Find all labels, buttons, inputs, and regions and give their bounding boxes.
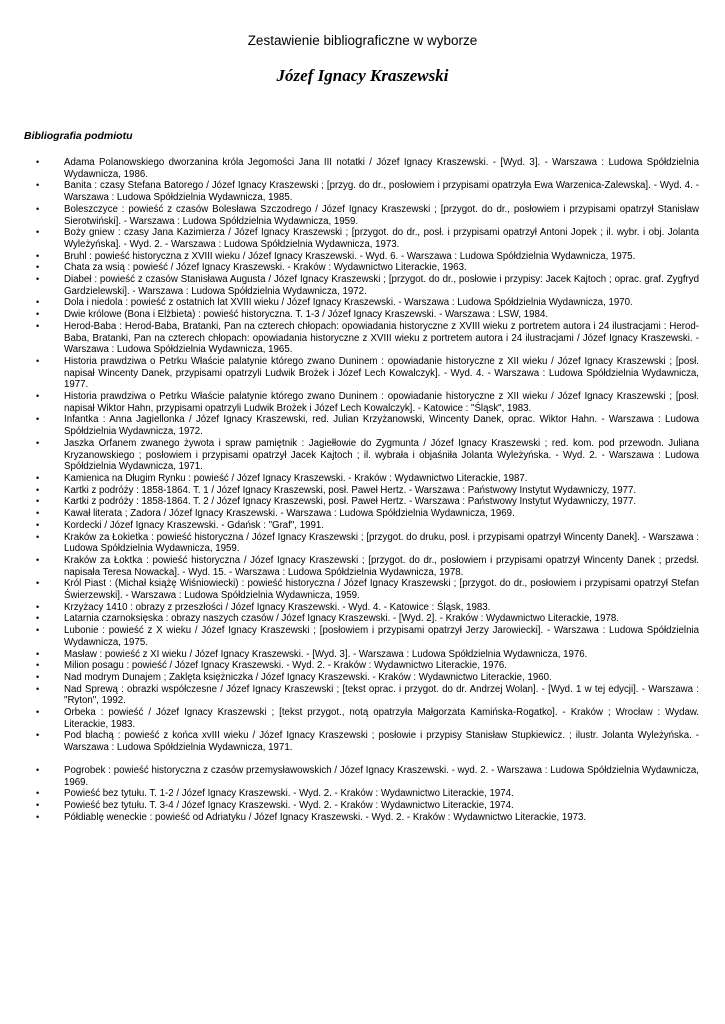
bullet-icon: •: [36, 683, 40, 694]
entry-text: Król Piast : (Michał książę Wiśniowiecki) : powieść historyczna / Józef Ignacy Kraszewski ; [przygot. do dr., posłowiem i przypisami opatrzył Stefan Świerzewski]. - Warszawa : Ludowa Spółdzielnia Wydawnicza, 1959.: [64, 578, 699, 602]
bibliography-entry: [36, 297, 699, 309]
entry-text: Powieść bez tytułu. T. 3-4 / Józef Ignacy Kraszewski. - Wyd. 2. - Kraków : Wydawnictwo Literackie, 1974.: [64, 799, 514, 811]
bibliography-entry: [36, 262, 699, 274]
entry-text: Kartki z podróży : 1858-1864. T. 2 / Józef Ignacy Kraszewski, posł. Paweł Hertz. - Warszawa : Państwowy Instytut Wydawniczy, 1977.: [64, 496, 637, 508]
entry-text: Diabeł : powieść z czasów Stanisława Augusta / Józef Ignacy Kraszewski ; [przygot. do dr., posłowie i przypisy: Jacek Kajtoch ; oprac. graf. Zygfryd Gardzielewski]. - Warszawa : Ludowa Spółdzielnia Wydawnicza, 1972.: [64, 274, 699, 297]
entry-text: Masław : powieść z XI wieku / Józef Ignacy Kraszewski. - [Wyd. 3]. - Warszawa : Ludowa Spółdzielnia Wydawnicza, 1976.: [64, 648, 588, 660]
bibliography-entry: [36, 274, 699, 297]
author-name: Józef Ignacy Kraszewski: [276, 66, 449, 85]
bullet-icon: •: [36, 799, 40, 810]
entry-text: Kraków za Łoktka : powieść historyczna / Józef Ignacy Kraszewski ; [przygot. do dr., posłowiem i przypisami opatrzył Wincenty Danek ; przedsł. napisała Teresa Nowacka]. - Wyd. 15. - Warszawa : Ludowa Spółdzielnia Wydawnicza, 1978.: [64, 554, 699, 578]
entry-text: Kraków za Łokietka : powieść historyczna / Józef Ignacy Kraszewski ; [przygot. do druku, posł. i przypisami opatrzył Wincenty Danek]. - Warszawa : Ludowa Spółdzielnia Wydawnicza, 1959.: [64, 531, 699, 555]
entry-text: Historia prawdziwa o Petrku Właście palatynie którego zwano Duninem : opowiadanie historyczne z XII wieku / Józef Ignacy Kraszewski ; [posł. napisał Wiktor Hahn, przypisami opatrzyli Ludwik Brożek i Józef Lech Kowalczyk]. - Katowice : "Śląsk", 1983.: [64, 391, 699, 414]
bibliography-entry: [36, 683, 699, 707]
entry-text: Chata za wsią : powieść / Józef Ignacy Kraszewski. - Kraków : Wydawnictwo Literackie, 1963.: [64, 262, 467, 274]
entry-text: Lubonie : powieść z X wieku / Józef Ignacy Kraszewski ; [posłowiem i przypisami opatrzył Jerzy Jarowiecki]. - Warszawa : Ludowa Spółdzielnia Wydawnicza, 1975.: [64, 625, 699, 648]
entry-text: Kamienica na Długim Rynku : powieść / Józef Ignacy Kraszewski. - Kraków : Wydawnictwo Literackie, 1987.: [64, 472, 528, 484]
bibliography-entry: [36, 764, 699, 788]
bibliography-entry: [36, 309, 699, 321]
bibliography-entry: [36, 811, 699, 824]
entry-text: Banita : czasy Stefana Batorego / Józef Ignacy Kraszewski ; [przyg. do dr., posłowiem i przypisami opatrzyła Ewa Warzenica-Zalewska]. - Wyd. 4. - Warszawa : Ludowa Spółdzielnia Wydawnicza, 1985.: [64, 180, 699, 204]
bullet-icon: •: [36, 203, 40, 214]
bibliography-entry: [36, 625, 699, 648]
bullet-icon: •: [36, 578, 40, 589]
bibliography-entry: [36, 414, 699, 438]
bullet-icon: •: [36, 554, 40, 565]
entry-text: Historia prawdziwa o Petrku Właście palatynie którego zwano Duninem : opowiadanie historyczne z XII wieku / Józef Ignacy Kraszewski ; [posł. napisał Wincenty Danek, przypisami opatrzyli Ludwik Brożek i Józef Lech Kowalczyk]. - Wyd. 4. - Warszawa : Ludowa Spółdzielnia Wydawnicza, 1977.: [64, 355, 699, 391]
entry-text: Nad Sprewą : obrazki współczesne / Józef Ignacy Kraszewski ; [tekst oprac. i przygot. do dr. Andrzej Wolan]. - [Wyd. 1 w tej edycji]. - Warszawa : "Ryton", 1992.: [64, 683, 699, 707]
bibliography-entry: [36, 484, 699, 497]
bullet-icon: •: [36, 180, 40, 191]
bullet-icon: •: [36, 613, 40, 624]
entry-text: Bruhl : powieść historyczna z XVIII wieku / Józef Ignacy Kraszewski. - Wyd. 6. - Warszawa : Ludowa Spółdzielnia Wydawnicza, 1975.: [64, 250, 636, 262]
bullet-icon: •: [36, 250, 40, 261]
bullet-icon: •: [36, 355, 40, 366]
bibliography-entry: [36, 671, 699, 684]
entry-text: Adama Polanowskiego dworzanina króla Jegomości Jana III notatki / Józef Ignacy Kraszewski. - [Wyd. 3]. - Warszawa : Ludowa Spółdzielnia Wydawnicza, 1986.: [64, 157, 699, 180]
bibliography-entry: [36, 180, 699, 204]
entry-text: Milion posagu : powieść / Józef Ignacy Kraszewski. - Wyd. 2. - Kraków : Wydawnictwo Literackie, 1976.: [64, 660, 507, 672]
entry-text: Półdiablę weneckie : powieść od Adriatyku / Józef Ignacy Kraszewski. - Wyd. 2. - Kraków : Wydawnictwo Literackie, 1973.: [64, 811, 587, 823]
entry-text: Infantka : Anna Jagiellonka / Józef Ignacy Kraszewski, red. Julian Krzyżanowski, Wincenty Danek, oprac. Wiktor Hahn. - Warszawa : Ludowa Spółdzielnia Wydawnicza, 1972.: [64, 414, 699, 438]
bullet-icon: •: [36, 648, 40, 659]
entry-text: Powieść bez tytułu. T. 1-2 / Józef Ignacy Kraszewski. - Wyd. 2. - Kraków : Wydawnictwo Literackie, 1974.: [64, 788, 514, 800]
bibliography-entry: [36, 648, 699, 661]
bibliography-entry: [36, 472, 699, 485]
collection-title: Zestawienie bibliograficzne w wyborze: [247, 33, 478, 48]
entry-text: Kawał literata ; Zadora / Józef Ignacy Kraszewski. - Warszawa : Ludowa Spółdzielnia Wydawnicza, 1969.: [64, 508, 515, 520]
bibliography-entry: [36, 203, 699, 227]
bibliography-entry: [36, 730, 699, 754]
bullet-icon: •: [36, 625, 40, 636]
entry-text: Nad modrym Dunajem ; Zaklęta księżniczka / Józef Ignacy Kraszewski. - Kraków : Wydawnictwo Literackie, 1960.: [64, 671, 552, 683]
bullet-icon: •: [36, 811, 40, 822]
bibliography-entry: [36, 320, 699, 356]
bullet-icon: •: [36, 730, 40, 741]
bibliography-entry: [36, 554, 699, 578]
bibliography-entry: [36, 578, 699, 602]
bullet-icon: •: [36, 391, 40, 402]
entry-text: Jaszka Orfanem zwanego żywota i spraw pamiętnik : Jagiełłowie do Zygmunta / Józef Ignacy Kraszewski ; red. kom. pod przewodn. Juliana Kryzanowskiego ; posłowiem i przypisami opatrzył Jacek Kajtoch ; il. wybrała i objaśniła Jolanta Wyleżyńska. - Wyd. 2. - Warszawa : Ludowa Spółdzielnia Wydawnicza, 1971.: [64, 437, 699, 473]
bullet-icon: •: [36, 764, 40, 775]
entry-text: Herod-Baba : Herod-Baba, Bratanki, Pan na czterech chłopach: opowiadania historyczne z XVIII wieku z portretem autora i 24 ilustracjami : Herod-Baba, Bratanki, Pan na czterech chłopach: opowiadania historyczne z XVIII wieku z portretem autora i 24 ilustracjami / Józef Ignacy Kraszewski. - Warszawa : Ludowa Spółdzielnia Wydawnicza, 1965.: [64, 320, 699, 356]
section-heading: Bibliografia podmiotu: [24, 130, 133, 142]
bibliography-entry: [36, 250, 699, 263]
bullet-icon: •: [36, 320, 40, 331]
entry-text: Boleszczyce : powieść z czasów Bolesława Szczodrego / Józef Ignacy Kraszewski ; [przygot. do dr., posłowiem i przypisami opatrzył Stanisław Sierotwiński]. - Warszawa : Ludowa Spółdzielnia Wydawnicza, 1959.: [64, 203, 699, 227]
entry-text: Kordecki / Józef Ignacy Kraszewski. - Gdańsk : "Graf", 1991.: [64, 519, 324, 531]
bibliography-entry: [36, 508, 699, 520]
bullet-icon: •: [36, 531, 40, 542]
bullet-icon: •: [36, 496, 40, 507]
entry-text: Orbeka : powieść / Józef Ignacy Kraszewski ; [tekst przygot., notą opatrzyła Małgorzata Kamińska-Rogatko]. - Kraków ; Wrocław : Wydaw. Literackie, 1983.: [64, 707, 699, 730]
bullet-icon: •: [36, 660, 40, 671]
bullet-icon: •: [36, 472, 40, 483]
bullet-icon: •: [36, 262, 40, 273]
bibliography-entry: [36, 157, 699, 180]
entry-text: Krzyżacy 1410 : obrazy z przeszłości / Józef Ignacy Kraszewski. - Wyd. 4. - Katowice : Śląsk, 1983.: [64, 601, 491, 613]
bibliography-entry: [36, 227, 699, 250]
bullet-icon: •: [36, 437, 40, 448]
bibliography-entry: [36, 660, 699, 672]
bullet-icon: •: [36, 601, 40, 612]
bullet-icon: •: [36, 309, 40, 320]
entry-text: Pogrobek : powieść historyczna z czasów przemysławowskich / Józef Ignacy Kraszewski. - wyd. 2. - Warszawa : Ludowa Spółdzielnia Wydawnicza, 1969.: [64, 764, 699, 788]
bibliography-entry: [36, 707, 699, 730]
bullet-icon: •: [36, 157, 40, 167]
bullet-icon: •: [36, 414, 40, 425]
bibliography-entry: [36, 355, 699, 391]
entry-text: Latarnia czarnoksięska : obrazy naszych czasów / Józef Ignacy Kraszewski. - [Wyd. 2]. - Kraków : Wydawnictwo Literackie, 1978.: [64, 613, 619, 625]
entry-text: Boży gniew : czasy Jana Kazimierza / Józef Ignacy Kraszewski ; [przygot. do dr., posł. i przypisami opatrzył Antoni Jopek ; il. wybr. i obj. Jolanta Wyleżyńska]. - Wyd. 2. - Warszawa : Ludowa Spółdzielnia Wydawnicza, 1973.: [64, 227, 699, 250]
bullet-icon: •: [36, 671, 40, 682]
bibliography-entry: [36, 601, 699, 614]
bullet-icon: •: [36, 274, 40, 285]
bibliography-entry: [36, 799, 699, 812]
bibliography-entry: [36, 391, 699, 414]
bibliography-entry: [36, 531, 699, 555]
bibliography-entry: [36, 519, 699, 532]
bullet-icon: •: [36, 484, 40, 495]
bibliography-list: [36, 157, 699, 823]
entry-text: Kartki z podróży : 1858-1864. T. 1 / Józef Ignacy Kraszewski, posł. Paweł Hertz. - Warszawa : Państwowy Instytut Wydawniczy, 1977.: [64, 484, 637, 496]
bullet-icon: •: [36, 297, 40, 308]
bullet-icon: •: [36, 707, 40, 718]
bibliography-entry: [36, 788, 699, 800]
bibliography-entry: [36, 437, 699, 473]
entry-text: Pod blachą : powieść z końca xvIII wieku / Józef Ignacy Kraszewski ; posłowie i przypisy Stanisław Stupkiewicz. ; ilustr. Jolanta Wyleżyńska. - Warszawa : Ludowa Spółdzielnia Wydawnicza, 1971.: [64, 730, 699, 754]
bullet-icon: •: [36, 227, 40, 238]
bibliography-entry: [36, 613, 699, 625]
entry-text: Dola i niedola : powieść z ostatnich lat XVIII wieku / Józef Ignacy Kraszewski. - Warszawa : Ludowa Spółdzielnia Wydawnicza, 1970.: [64, 297, 633, 309]
bullet-icon: •: [36, 519, 40, 530]
bullet-icon: •: [36, 508, 40, 519]
bibliography-entry: [36, 496, 699, 508]
entry-text: Dwie królowe (Bona i Elżbieta) : powieść historyczna. T. 1-3 / Józef Ignacy Kraszewski. - Warszawa : LSW, 1984.: [64, 309, 549, 321]
bullet-icon: •: [36, 788, 40, 799]
